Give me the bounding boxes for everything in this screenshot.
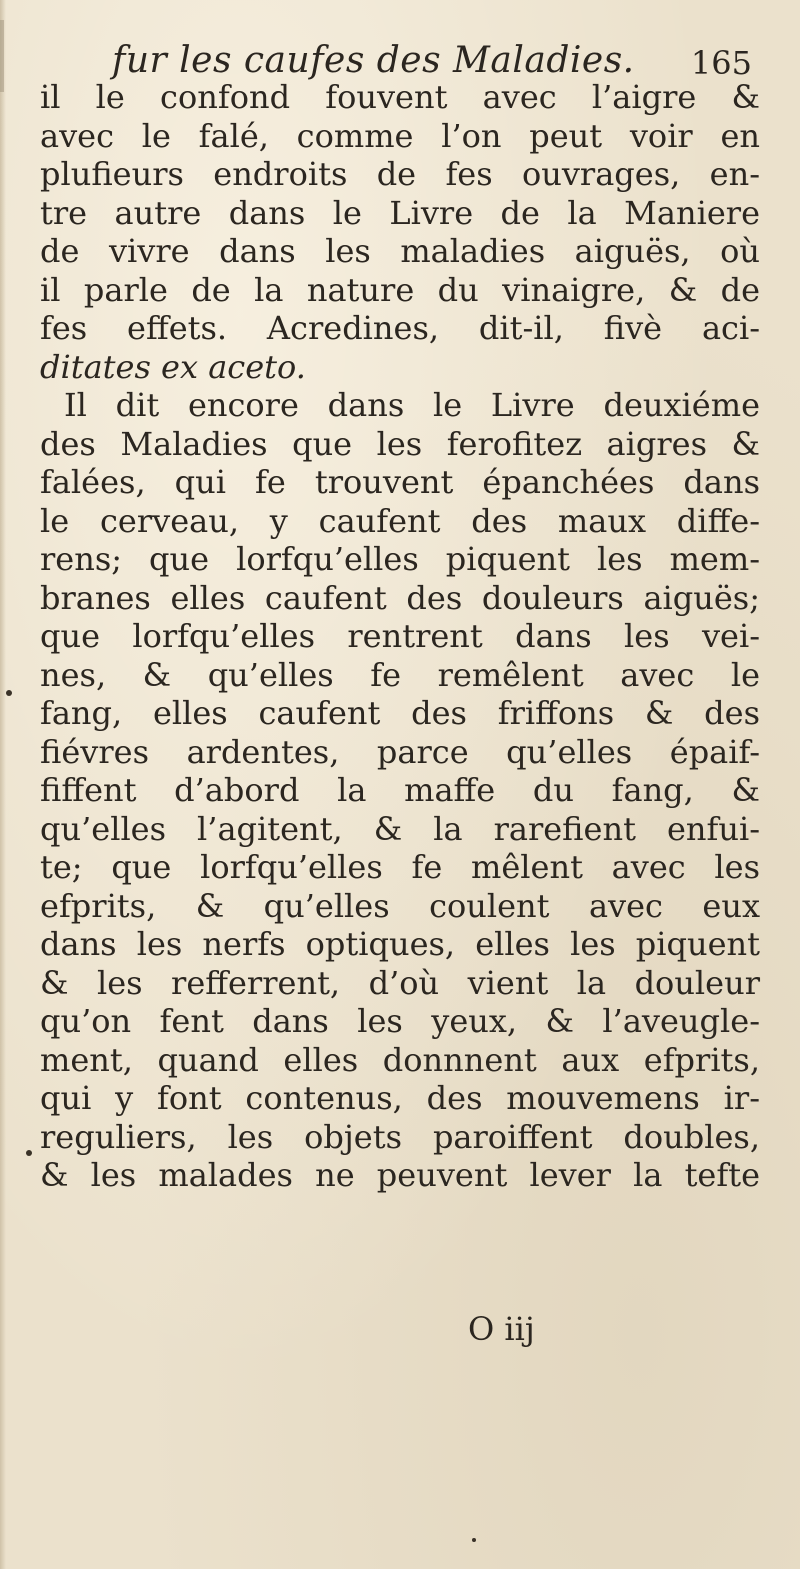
text-line: & les malades ne peuvent lever la tefte: [40, 1156, 760, 1194]
text-line: qui y font contenus, des mouvemens ir-: [40, 1079, 760, 1117]
text-line: avec le falé, comme l’on peut voir en: [40, 116, 760, 155]
text-line: ditates ex aceto.: [40, 347, 306, 386]
page-number: 165: [690, 44, 752, 82]
text-line: de vivre dans les maladies aiguës, où: [40, 232, 760, 270]
text-line: des Maladies que les ferofitez aigres &: [40, 424, 760, 463]
text-line: branes elles caufent des douleurs aiguës;: [40, 578, 760, 617]
text-line: fiffent d’abord la maffe du fang, &: [40, 771, 760, 809]
signature-mark: O iij: [468, 1310, 535, 1348]
ink-speck: [472, 1538, 476, 1542]
text-line: falées, qui fe trouvent épanchées dans: [40, 463, 760, 501]
text-line: rens; que lorfqu’elles piquent les mem-: [40, 540, 760, 578]
gutter-shadow: [0, 20, 4, 92]
text-line: & les refferrent, d’où vient la douleur: [40, 963, 760, 1002]
text-line: Il dit encore dans le Livre deuxiéme: [64, 386, 760, 424]
text-line: qu’elles l’agitent, & la rarefient enfui-: [40, 809, 760, 848]
text-line: dans les nerfs optiques, elles les piquent: [40, 925, 760, 963]
ink-speck: [6, 690, 12, 696]
text-line: fes effets. Acredines, dit-il, fivè aci-: [40, 309, 760, 347]
text-line: fiévres ardentes, parce qu’elles épaif-: [40, 732, 760, 771]
text-line: ment, quand elles donnnent aux efprits,: [40, 1040, 760, 1079]
text-line: plufieurs endroits de fes ouvrages, en-: [40, 155, 760, 193]
text-line: le cerveau, y caufent des maux diffe-: [40, 501, 760, 540]
ink-speck: [26, 1150, 32, 1156]
text-line: qu’on fent dans les yeux, & l’aveugle-: [40, 1002, 760, 1040]
text-line: te; que lorfqu’elles fe mêlent avec les: [40, 848, 760, 886]
body-text: [40, 78, 760, 1195]
text-line: nes, & qu’elles fe remêlent avec le: [40, 655, 760, 694]
text-line: que lorfqu’elles rentrent dans les vei-: [40, 617, 760, 655]
text-line: il le confond fouvent avec l’aigre &: [40, 78, 760, 116]
text-line: efprits, & qu’elles coulent avec eux: [40, 886, 760, 925]
text-line: il parle de la nature du vinaigre, & de: [40, 270, 760, 309]
text-line: fang, elles caufent des friffons & des: [40, 694, 760, 732]
page-gutter: [0, 0, 6, 1569]
text-line: tre autre dans le Livre de la Maniere: [40, 193, 760, 232]
text-line: reguliers, les objets paroiffent doubles,: [40, 1117, 760, 1156]
running-title: fur les caufes des Maladies.: [112, 40, 635, 81]
